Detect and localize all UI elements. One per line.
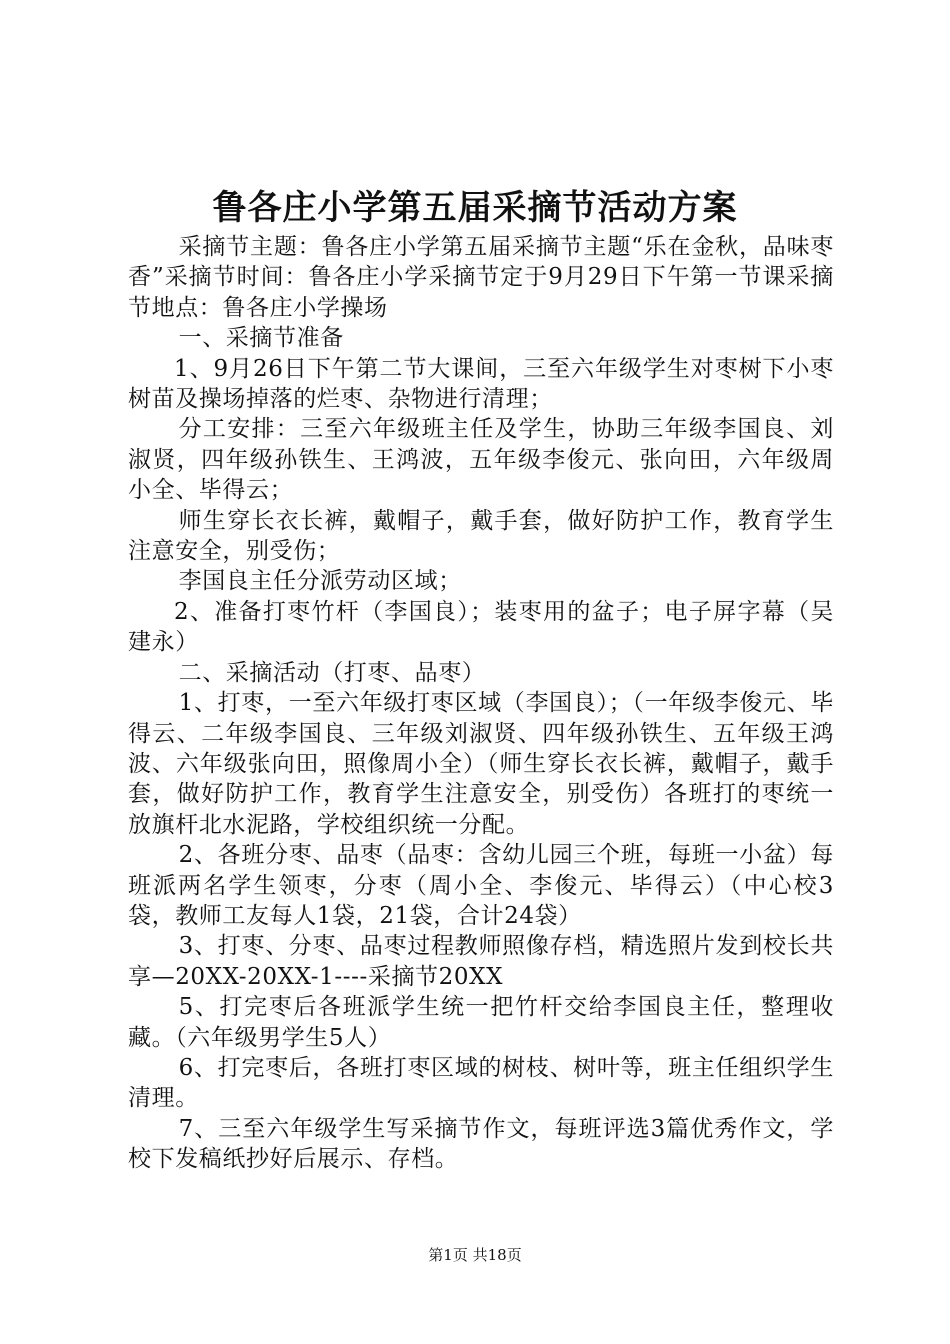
section-heading-activities: 二、采摘活动（打枣、品枣） (178, 659, 486, 686)
paragraph-beating-dates: 1、打枣，一至六年级打枣区域（李国良）；（一年级李俊元、毕得云、二年级李国良、三年级刘淑贤、四年级孙铁生、五年级王鸿波、六年级张向田，照像周小全）（师生穿长衣长裤，戴帽子，戴手套，做好防护工作，教育学生注意安全，别受伤）各班打的枣统一放旗杆北水泥路，学校组织统一分配。 (128, 690, 834, 838)
document-title: 鲁各庄小学第五届采摘节活动方案 (212, 188, 738, 228)
paragraph-prep-tools: 2、准备打枣竹杆（李国良）；装枣用的盆子；电子屏字幕（吴建永） (128, 598, 834, 656)
paragraph-theme-time-location: 采摘节主题：鲁各庄小学第五届采摘节主题“乐在金秋，品味枣香”采摘节时间：鲁各庄小学采摘节定于9月29日下午第一节课采摘节地点：鲁各庄小学操场 (128, 234, 834, 321)
page-number: 第1页 共18页 (428, 1246, 522, 1264)
paragraph-prep-cleanup: 1、9月26日下午第二节大课间，三至六年级学生对枣树下小枣树苗及操场掉落的烂枣、杂物进行清理； (128, 355, 834, 413)
paragraph-division-of-labor: 分工安排：三至六年级班主任及学生，协助三年级李国良、刘淑贤，四年级孙铁生、王鸿波，五年级李俊元、张向田，六年级周小全、毕得云； (128, 416, 834, 504)
paragraph-safety-clothing: 师生穿长衣长裤，戴帽子，戴手套，做好防护工作，教育学生注意安全，别受伤； (128, 507, 834, 565)
paragraph-photo-archive: 3、打枣、分枣、品枣过程教师照像存档，精选照片发到校长共享—20XX-20XX-1----采摘节20XX (128, 933, 834, 990)
paragraph-essay-contest: 7、三至六年级学生写采摘节作文，每班评选3篇优秀作文，学校下发稿纸抄好后展示、存档。 (128, 1115, 834, 1173)
paragraph-return-poles: 5、打完枣后各班派学生统一把竹杆交给李国良主任，整理收藏。（六年级男学生5人） (128, 994, 834, 1051)
paragraph-cleanup-after: 6、打完枣后，各班打枣区域的树枝、树叶等，班主任组织学生清理。 (128, 1054, 834, 1112)
paragraph-area-assignment: 李国良主任分派劳动区域； (178, 568, 462, 595)
paragraph-distribute-taste: 2、各班分枣、品枣（品枣：含幼儿园三个班，每班一小盆）每班派两名学生领枣，分枣（周小全、李俊元、毕得云）（中心校3袋，教师工友每人1袋，21袋，合计24袋） (128, 842, 834, 929)
section-heading-preparation: 一、采摘节准备 (178, 325, 344, 352)
document-body (128, 232, 834, 1175)
